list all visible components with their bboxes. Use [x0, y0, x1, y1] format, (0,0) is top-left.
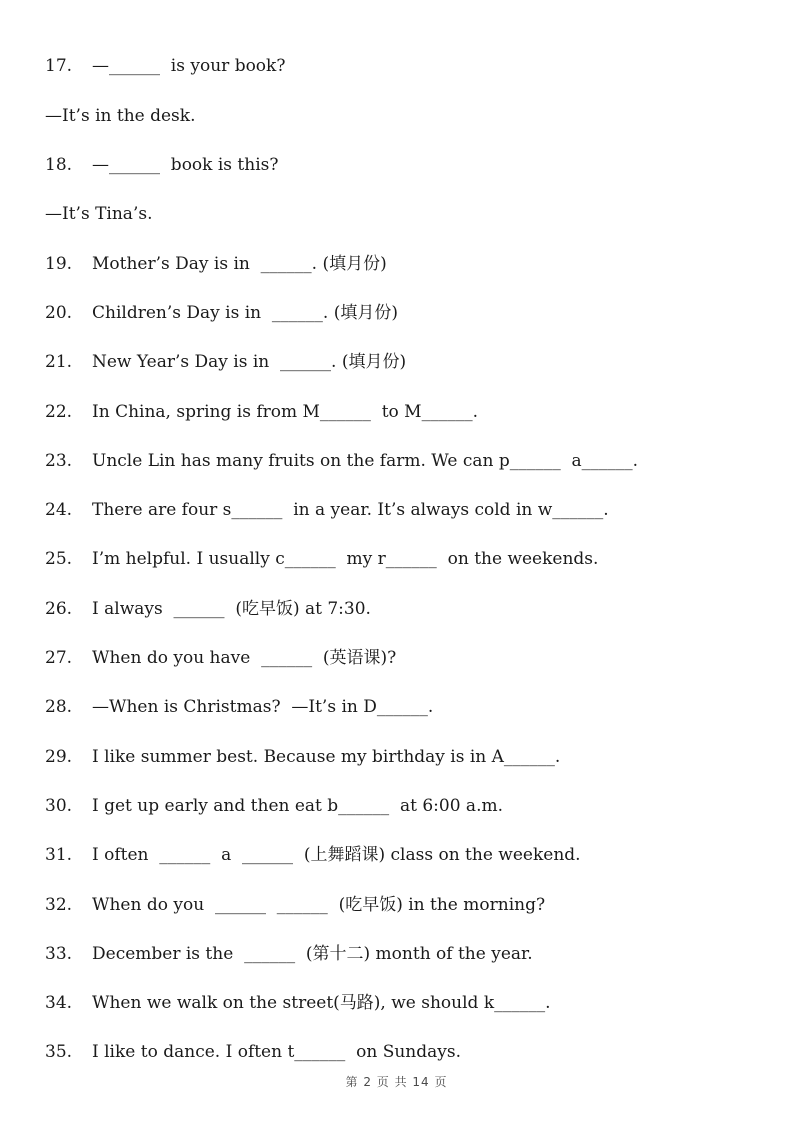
- question-number: 17.: [45, 56, 73, 77]
- question-text: I always ______ (吃早饭) at 7:30.: [92, 598, 371, 619]
- question-line: [45, 683, 783, 732]
- answer-line: [45, 190, 783, 239]
- question-line: [45, 288, 783, 337]
- question-number: 31.: [45, 845, 73, 866]
- question-text: Children’s Day is in ______. (填月份): [92, 302, 398, 323]
- question-line: [45, 831, 783, 880]
- question-text: —______ is your book?: [92, 56, 286, 77]
- question-text: I like summer best. Because my birthday is in A______.: [92, 746, 561, 767]
- question-number: 35.: [45, 1042, 73, 1063]
- question-number: 30.: [45, 795, 73, 816]
- question-text: There are four s______ in a year. It’s always cold in w______.: [92, 500, 609, 521]
- question-number: 29.: [45, 746, 73, 767]
- question-line: [45, 239, 783, 288]
- question-number: 20.: [45, 302, 73, 323]
- question-text: When do you ______ ______ (吃早饭) in the morning?: [92, 894, 546, 915]
- question-line: [45, 535, 783, 584]
- question-line: [45, 584, 783, 633]
- question-text: When we walk on the street(马路), we should k______.: [92, 993, 551, 1014]
- question-text: New Year’s Day is in ______. (填月份): [92, 352, 407, 373]
- question-line: [45, 486, 783, 535]
- question-number: 34.: [45, 993, 73, 1014]
- question-line: [45, 42, 783, 91]
- question-line: [45, 732, 783, 781]
- question-line: [45, 929, 783, 978]
- question-text: Mother’s Day is in ______. (填月份): [92, 253, 387, 274]
- question-text: In China, spring is from M______ to M______.: [92, 401, 478, 422]
- question-number: 27.: [45, 648, 73, 669]
- answer-line: [45, 91, 783, 140]
- question-number: 26.: [45, 598, 73, 619]
- question-text: December is the ______ (第十二) month of the year.: [92, 943, 533, 964]
- answer-text: —It’s in the desk.: [45, 105, 196, 126]
- question-text: —______ book is this?: [92, 155, 279, 176]
- question-number: 33.: [45, 943, 73, 964]
- question-number: 23.: [45, 450, 73, 471]
- question-text: I often ______ a ______ (上舞蹈课) class on the weekend.: [92, 845, 581, 866]
- question-number: 28.: [45, 697, 73, 718]
- question-line: [45, 634, 783, 683]
- answer-text: —It’s Tina’s.: [45, 204, 153, 225]
- question-text: When do you have ______ (英语课)?: [92, 648, 397, 669]
- question-text: Uncle Lin has many fruits on the farm. We can p______ a______.: [92, 450, 639, 471]
- question-text: I like to dance. I often t______ on Sundays.: [92, 1042, 461, 1063]
- question-number: 21.: [45, 352, 73, 373]
- question-number: 24.: [45, 500, 73, 521]
- question-line: [45, 979, 783, 1028]
- question-line: [45, 141, 783, 190]
- question-number: 22.: [45, 401, 73, 422]
- question-line: [45, 880, 783, 929]
- question-line: [45, 436, 783, 485]
- question-line: [45, 1028, 783, 1077]
- question-number: 19.: [45, 253, 73, 274]
- question-line: [45, 781, 783, 830]
- question-line: [45, 387, 783, 436]
- question-number: 18.: [45, 155, 73, 176]
- question-text: I get up early and then eat b______ at 6:00 a.m.: [92, 795, 503, 816]
- question-number: 25.: [45, 549, 73, 570]
- question-list: [45, 42, 783, 1077]
- question-text: —When is Christmas? —It’s in D______.: [92, 697, 434, 718]
- question-line: [45, 338, 783, 387]
- page-number-footer: 第 2 页 共 14 页: [345, 1075, 448, 1089]
- question-text: I’m helpful. I usually c______ my r______ on the weekends.: [92, 549, 599, 570]
- question-number: 32.: [45, 894, 73, 915]
